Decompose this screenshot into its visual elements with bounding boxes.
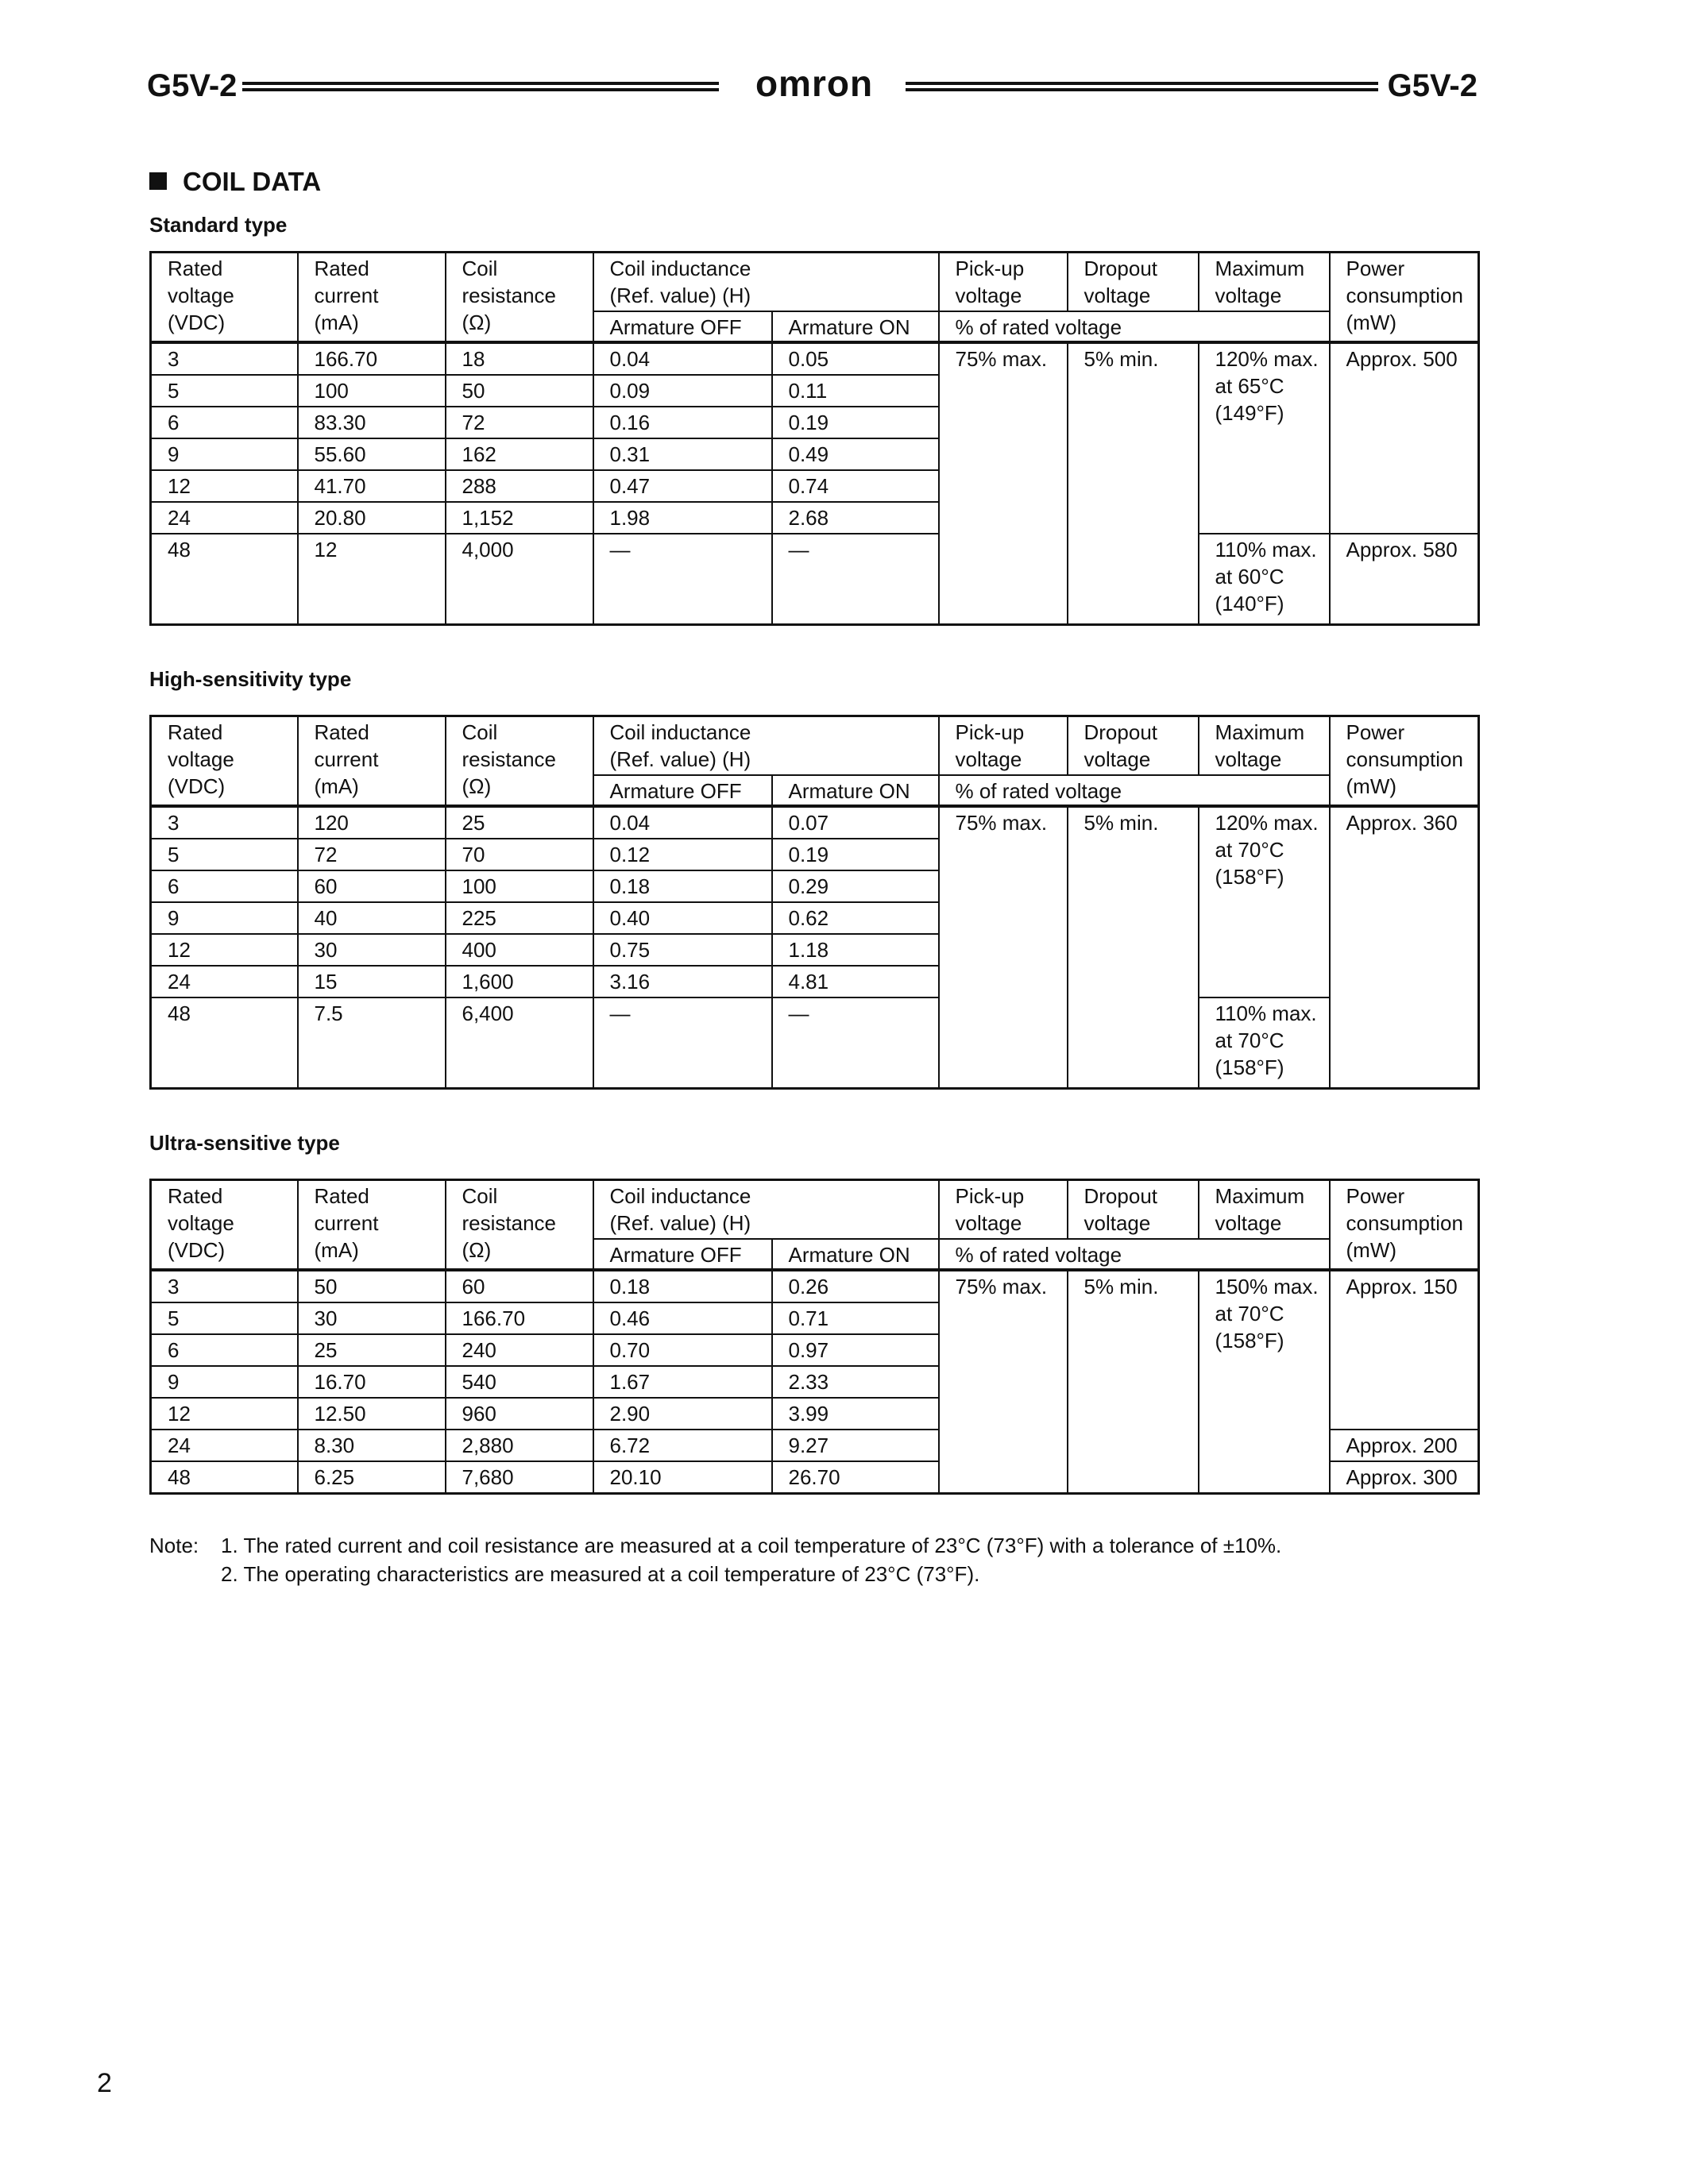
cell-line: current xyxy=(314,284,379,307)
cell-line: (158°F) xyxy=(1215,1055,1284,1079)
cell-line: Coil inductance xyxy=(609,1184,751,1208)
header-maximum xyxy=(1199,716,1330,776)
cell-line: at 70°C xyxy=(1215,1302,1284,1325)
cell-resistance: 50 xyxy=(446,375,593,407)
cell-line: voltage xyxy=(1083,284,1151,307)
cell-power: Approx. 300 xyxy=(1330,1461,1479,1494)
header-rated-voltage xyxy=(151,716,298,807)
table-row xyxy=(151,534,1479,625)
cell-line: (mA) xyxy=(314,311,359,334)
cell-line: (Ref. value) (H) xyxy=(609,747,751,771)
cell-line: (Ω) xyxy=(462,774,492,798)
cell-current: 72 xyxy=(298,839,446,870)
cell-line: voltage xyxy=(168,1211,234,1235)
header-armature-on: Armature ON xyxy=(772,775,939,806)
header-coil-resistance xyxy=(446,1180,593,1271)
cell-armature-off: 0.18 xyxy=(593,870,772,902)
table-row xyxy=(151,342,1479,375)
cell-armature-on: 0.11 xyxy=(772,375,939,407)
cell-power: Approx. 360 xyxy=(1330,806,1479,1089)
header-percent-rated: % of rated voltage xyxy=(939,775,1330,806)
cell-armature-off: 6.72 xyxy=(593,1430,772,1461)
header-power xyxy=(1330,1180,1479,1271)
header-pickup xyxy=(939,253,1068,312)
cell-line: 120% max. xyxy=(1215,811,1319,835)
cell-line: voltage xyxy=(1083,747,1151,771)
cell-resistance: 166.70 xyxy=(446,1302,593,1334)
cell-resistance: 540 xyxy=(446,1366,593,1398)
cell-current: 166.70 xyxy=(298,342,446,375)
cell-line: (158°F) xyxy=(1215,1329,1284,1352)
cell-resistance: 6,400 xyxy=(446,997,593,1089)
header-armature-on: Armature ON xyxy=(772,311,939,342)
header-rated-current xyxy=(298,1180,446,1271)
table-row xyxy=(151,997,1479,1089)
cell-resistance: 100 xyxy=(446,870,593,902)
cell-line: (Ref. value) (H) xyxy=(609,284,751,307)
cell-voltage: 3 xyxy=(151,342,298,375)
cell-line: current xyxy=(314,1211,379,1235)
table-row xyxy=(151,806,1479,839)
standard-type-title: Standard type xyxy=(149,213,288,237)
cell-current: 55.60 xyxy=(298,438,446,470)
cell-line: Pick-up xyxy=(955,720,1025,744)
section-title xyxy=(149,167,321,197)
cell-current: 25 xyxy=(298,1334,446,1366)
header-coil-inductance xyxy=(593,253,939,312)
cell-line: Coil xyxy=(462,720,498,744)
cell-resistance: 162 xyxy=(446,438,593,470)
cell-line: Power xyxy=(1346,720,1405,744)
cell-line: Pick-up xyxy=(955,257,1025,280)
cell-armature-off: 0.31 xyxy=(593,438,772,470)
cell-armature-on: 0.71 xyxy=(772,1302,939,1334)
cell-pickup: 75% max. xyxy=(939,342,1068,625)
cell-resistance: 288 xyxy=(446,470,593,502)
cell-voltage: 6 xyxy=(151,870,298,902)
cell-line: (149°F) xyxy=(1215,401,1284,425)
cell-armature-off: — xyxy=(593,534,772,625)
cell-armature-off: 0.40 xyxy=(593,902,772,934)
cell-line: (mW) xyxy=(1346,1238,1397,1262)
header-percent-rated: % of rated voltage xyxy=(939,1239,1330,1270)
note-2: 2. The operating characteristics are measured at a coil temperature of 23°C (73°F). xyxy=(221,1562,980,1586)
cell-armature-off: 0.70 xyxy=(593,1334,772,1366)
header-rated-voltage xyxy=(151,1180,298,1271)
cell-line: (Ω) xyxy=(462,1238,492,1262)
cell-resistance: 960 xyxy=(446,1398,593,1430)
cell-current: 60 xyxy=(298,870,446,902)
cell-current: 12 xyxy=(298,534,446,625)
cell-current: 15 xyxy=(298,966,446,997)
cell-voltage: 48 xyxy=(151,1461,298,1494)
cell-voltage: 3 xyxy=(151,1270,298,1302)
ultra-coil-table xyxy=(149,1179,1480,1495)
cell-max-voltage xyxy=(1199,1270,1330,1494)
cell-voltage: 5 xyxy=(151,839,298,870)
cell-line: 110% max. xyxy=(1215,1001,1317,1025)
cell-voltage: 3 xyxy=(151,806,298,839)
table-row xyxy=(151,1270,1479,1302)
cell-armature-off: 0.16 xyxy=(593,407,772,438)
header-dropout xyxy=(1068,1180,1199,1240)
header-rule-right xyxy=(906,82,1378,91)
cell-armature-on: 0.29 xyxy=(772,870,939,902)
page-header xyxy=(147,65,1477,113)
cell-line: Power xyxy=(1346,257,1405,280)
cell-line: Pick-up xyxy=(955,1184,1025,1208)
cell-current: 30 xyxy=(298,1302,446,1334)
cell-voltage: 9 xyxy=(151,1366,298,1398)
cell-armature-on: — xyxy=(772,997,939,1089)
cell-armature-off: 3.16 xyxy=(593,966,772,997)
header-rule-left xyxy=(242,82,719,91)
cell-pickup: 75% max. xyxy=(939,806,1068,1089)
header-percent-rated: % of rated voltage xyxy=(939,311,1330,342)
cell-resistance: 240 xyxy=(446,1334,593,1366)
cell-voltage: 6 xyxy=(151,1334,298,1366)
cell-line: Dropout xyxy=(1083,720,1157,744)
cell-line: voltage xyxy=(1215,1211,1282,1235)
header-rated-current xyxy=(298,253,446,343)
cell-line: 110% max. xyxy=(1215,538,1317,561)
cell-power: Approx. 500 xyxy=(1330,342,1479,534)
cell-max-voltage xyxy=(1199,997,1330,1089)
cell-line: Rated xyxy=(314,1184,369,1208)
cell-line: at 60°C xyxy=(1215,565,1284,588)
cell-line: Rated xyxy=(314,257,369,280)
header-rated-current xyxy=(298,716,446,807)
cell-line: (mA) xyxy=(314,774,359,798)
cell-armature-off: 0.04 xyxy=(593,342,772,375)
cell-line: at 65°C xyxy=(1215,374,1284,398)
cell-voltage: 48 xyxy=(151,997,298,1089)
cell-line: voltage xyxy=(1215,284,1282,307)
cell-armature-on: 2.68 xyxy=(772,502,939,534)
cell-armature-on: 0.74 xyxy=(772,470,939,502)
cell-max-voltage xyxy=(1199,806,1330,997)
cell-armature-on: 4.81 xyxy=(772,966,939,997)
cell-line: (Ref. value) (H) xyxy=(609,1211,751,1235)
cell-armature-on: 26.70 xyxy=(772,1461,939,1494)
cell-line: resistance xyxy=(462,747,556,771)
cell-armature-on: 3.99 xyxy=(772,1398,939,1430)
cell-armature-off: 1.98 xyxy=(593,502,772,534)
square-bullet-icon xyxy=(149,172,167,190)
cell-resistance: 225 xyxy=(446,902,593,934)
cell-armature-off: 0.09 xyxy=(593,375,772,407)
header-armature-off: Armature OFF xyxy=(593,311,772,342)
cell-line: voltage xyxy=(955,284,1022,307)
cell-dropout: 5% min. xyxy=(1068,342,1199,625)
header-dropout xyxy=(1068,716,1199,776)
cell-armature-off: 0.18 xyxy=(593,1270,772,1302)
cell-voltage: 24 xyxy=(151,1430,298,1461)
cell-line: (mW) xyxy=(1346,774,1397,798)
cell-voltage: 12 xyxy=(151,1398,298,1430)
cell-line: voltage xyxy=(168,747,234,771)
header-power xyxy=(1330,253,1479,343)
cell-armature-on: 0.26 xyxy=(772,1270,939,1302)
cell-armature-on: 1.18 xyxy=(772,934,939,966)
cell-line: (mW) xyxy=(1346,311,1397,334)
cell-resistance: 1,600 xyxy=(446,966,593,997)
cell-line: (mA) xyxy=(314,1238,359,1262)
cell-armature-on: 0.49 xyxy=(772,438,939,470)
omron-logo: omron xyxy=(755,63,874,104)
cell-resistance: 18 xyxy=(446,342,593,375)
cell-resistance: 72 xyxy=(446,407,593,438)
section-title-text: COIL DATA xyxy=(183,167,322,196)
cell-power: Approx. 200 xyxy=(1330,1430,1479,1461)
cell-line: 150% max. xyxy=(1215,1275,1319,1298)
header-rated-voltage xyxy=(151,253,298,343)
cell-line: Coil xyxy=(462,1184,498,1208)
cell-line: current xyxy=(314,747,379,771)
cell-armature-off: 0.75 xyxy=(593,934,772,966)
cell-current: 120 xyxy=(298,806,446,839)
cell-line: voltage xyxy=(1083,1211,1151,1235)
cell-line: 120% max. xyxy=(1215,347,1319,371)
cell-armature-off: 20.10 xyxy=(593,1461,772,1494)
header-armature-off: Armature OFF xyxy=(593,775,772,806)
cell-resistance: 400 xyxy=(446,934,593,966)
cell-line: Power xyxy=(1346,1184,1405,1208)
ultra-sensitive-title: Ultra-sensitive type xyxy=(149,1131,340,1155)
cell-line: consumption xyxy=(1346,1211,1463,1235)
cell-line: voltage xyxy=(1215,747,1282,771)
cell-voltage: 5 xyxy=(151,375,298,407)
cell-line: consumption xyxy=(1346,284,1463,307)
cell-current: 6.25 xyxy=(298,1461,446,1494)
cell-line: Rated xyxy=(168,720,223,744)
high-coil-table xyxy=(149,715,1480,1090)
cell-voltage: 5 xyxy=(151,1302,298,1334)
cell-current: 50 xyxy=(298,1270,446,1302)
cell-line: Maximum xyxy=(1215,720,1305,744)
cell-current: 41.70 xyxy=(298,470,446,502)
cell-line: Rated xyxy=(314,720,369,744)
header-pickup xyxy=(939,716,1068,776)
cell-armature-on: — xyxy=(772,534,939,625)
cell-armature-on: 0.62 xyxy=(772,902,939,934)
cell-voltage: 24 xyxy=(151,966,298,997)
header-maximum xyxy=(1199,253,1330,312)
cell-line: (VDC) xyxy=(168,774,226,798)
cell-line: (140°F) xyxy=(1215,592,1284,615)
cell-line: voltage xyxy=(168,284,234,307)
model-name-left: G5V-2 xyxy=(147,68,238,103)
cell-power: Approx. 150 xyxy=(1330,1270,1479,1430)
cell-line: at 70°C xyxy=(1215,1028,1284,1052)
cell-resistance: 2,880 xyxy=(446,1430,593,1461)
cell-current: 100 xyxy=(298,375,446,407)
cell-line: resistance xyxy=(462,1211,556,1235)
notes xyxy=(149,1531,1281,1588)
header-coil-resistance xyxy=(446,716,593,807)
cell-current: 30 xyxy=(298,934,446,966)
cell-line: resistance xyxy=(462,284,556,307)
cell-current: 40 xyxy=(298,902,446,934)
standard-coil-table xyxy=(149,251,1480,626)
cell-line: (158°F) xyxy=(1215,865,1284,889)
cell-line: Coil xyxy=(462,257,498,280)
cell-armature-off: 1.67 xyxy=(593,1366,772,1398)
cell-armature-off: — xyxy=(593,997,772,1089)
cell-line: at 70°C xyxy=(1215,838,1284,862)
cell-voltage: 9 xyxy=(151,438,298,470)
cell-voltage: 12 xyxy=(151,934,298,966)
cell-voltage: 9 xyxy=(151,902,298,934)
cell-current: 7.5 xyxy=(298,997,446,1089)
cell-armature-on: 2.33 xyxy=(772,1366,939,1398)
header-dropout xyxy=(1068,253,1199,312)
header-coil-resistance xyxy=(446,253,593,343)
cell-armature-off: 0.46 xyxy=(593,1302,772,1334)
cell-line: Coil inductance xyxy=(609,257,751,280)
model-name-right: G5V-2 xyxy=(1387,68,1477,103)
cell-current: 83.30 xyxy=(298,407,446,438)
cell-armature-on: 0.05 xyxy=(772,342,939,375)
header-pickup xyxy=(939,1180,1068,1240)
note-1: 1. The rated current and coil resistance are measured at a coil temperature of 23°C (73°F) with a tolerance of ±10%. xyxy=(221,1534,1282,1557)
cell-line: consumption xyxy=(1346,747,1463,771)
cell-line: Rated xyxy=(168,1184,223,1208)
cell-armature-on: 9.27 xyxy=(772,1430,939,1461)
cell-resistance: 4,000 xyxy=(446,534,593,625)
cell-power: Approx. 580 xyxy=(1330,534,1479,625)
cell-line: (Ω) xyxy=(462,311,492,334)
cell-resistance: 1,152 xyxy=(446,502,593,534)
cell-current: 8.30 xyxy=(298,1430,446,1461)
high-sensitivity-title: High-sensitivity type xyxy=(149,667,352,691)
cell-resistance: 70 xyxy=(446,839,593,870)
cell-current: 16.70 xyxy=(298,1366,446,1398)
cell-max-voltage xyxy=(1199,342,1330,534)
cell-voltage: 6 xyxy=(151,407,298,438)
cell-current: 12.50 xyxy=(298,1398,446,1430)
cell-voltage: 24 xyxy=(151,502,298,534)
header-power xyxy=(1330,716,1479,807)
cell-resistance: 7,680 xyxy=(446,1461,593,1494)
cell-voltage: 12 xyxy=(151,470,298,502)
page-number: 2 xyxy=(97,2068,112,2098)
header-maximum xyxy=(1199,1180,1330,1240)
cell-pickup: 75% max. xyxy=(939,1270,1068,1494)
cell-line: (VDC) xyxy=(168,311,226,334)
cell-current: 20.80 xyxy=(298,502,446,534)
cell-armature-off: 2.90 xyxy=(593,1398,772,1430)
header-coil-inductance xyxy=(593,716,939,776)
cell-armature-off: 0.47 xyxy=(593,470,772,502)
cell-line: voltage xyxy=(955,747,1022,771)
cell-armature-on: 0.19 xyxy=(772,407,939,438)
cell-voltage: 48 xyxy=(151,534,298,625)
cell-armature-on: 0.07 xyxy=(772,806,939,839)
cell-armature-on: 0.19 xyxy=(772,839,939,870)
header-coil-inductance xyxy=(593,1180,939,1240)
cell-line: (VDC) xyxy=(168,1238,226,1262)
cell-resistance: 60 xyxy=(446,1270,593,1302)
header-armature-off: Armature OFF xyxy=(593,1239,772,1270)
cell-line: Maximum xyxy=(1215,1184,1305,1208)
cell-dropout: 5% min. xyxy=(1068,806,1199,1089)
cell-line: Rated xyxy=(168,257,223,280)
notes-label: Note: xyxy=(149,1534,199,1557)
cell-armature-off: 0.04 xyxy=(593,806,772,839)
cell-armature-off: 0.12 xyxy=(593,839,772,870)
cell-line: Dropout xyxy=(1083,1184,1157,1208)
cell-line: voltage xyxy=(955,1211,1022,1235)
cell-armature-on: 0.97 xyxy=(772,1334,939,1366)
cell-line: Dropout xyxy=(1083,257,1157,280)
cell-line: Maximum xyxy=(1215,257,1305,280)
cell-resistance: 25 xyxy=(446,806,593,839)
cell-dropout: 5% min. xyxy=(1068,1270,1199,1494)
header-armature-on: Armature ON xyxy=(772,1239,939,1270)
cell-max-voltage xyxy=(1199,534,1330,625)
cell-line: Coil inductance xyxy=(609,720,751,744)
